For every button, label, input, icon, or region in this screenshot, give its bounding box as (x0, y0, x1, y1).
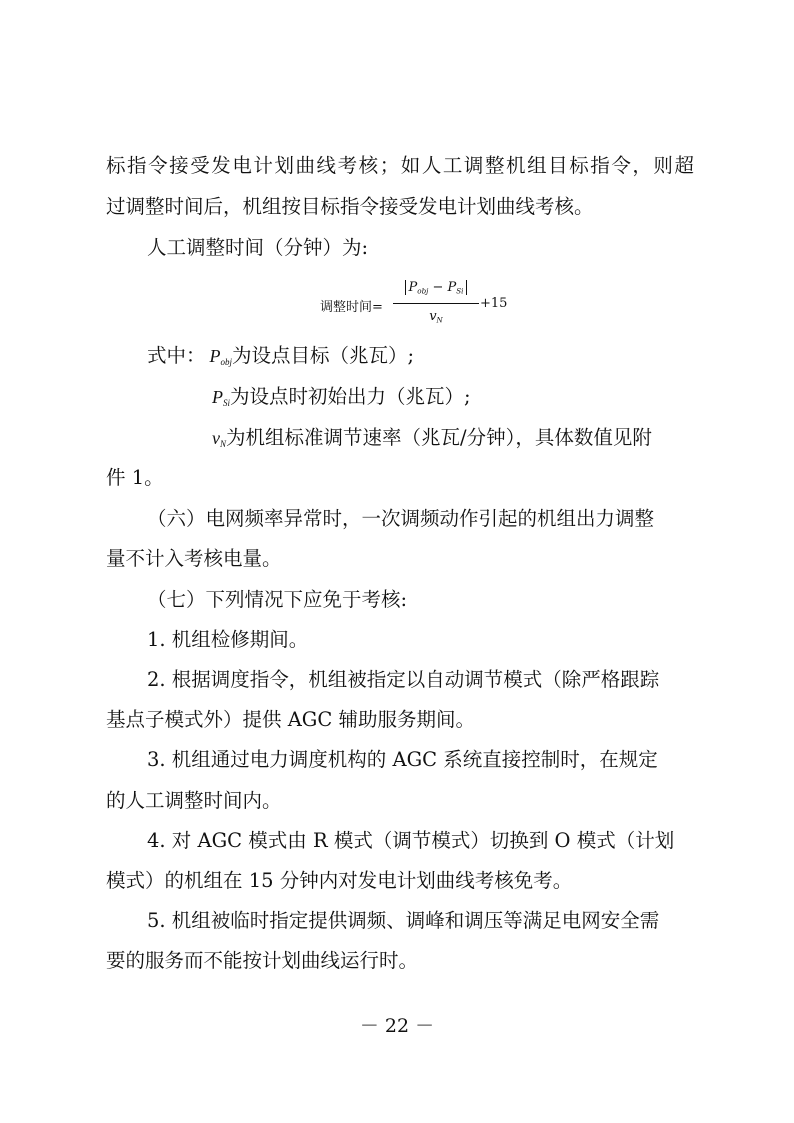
list-item: 5. 机组被临时指定提供调频、调峰和调压等满足电网安全需 (147, 909, 660, 932)
paragraph-line: 过调整时间后，机组按目标指令接受发电计划曲线考核。 (106, 195, 594, 218)
list-item: 1. 机组检修期间。 (147, 628, 309, 651)
variable-definition: 式中： $P_{obj}$为设点目标（兆瓦）; (147, 344, 415, 368)
paragraph-line: 件 1。 (106, 466, 164, 489)
fraction-bar (393, 303, 479, 304)
section-heading: （七）下列情况下应免于考核: (147, 588, 408, 611)
paragraph-line: 人工调整时间（分钟）为: (147, 236, 369, 259)
formula-numerator: $P_{obj} - P_{Si}$ (396, 280, 476, 296)
formula-constant: +15 (480, 296, 508, 311)
paragraph-line: 量不计入考核电量。 (106, 547, 282, 570)
list-item: 4. 对 AGC 模式由 R 模式（调节模式）切换到 O 模式（计划 (147, 829, 675, 852)
list-item: 3. 机组通过电力调度机构的 AGC 系统直接控制时，在规定 (147, 748, 658, 771)
adjust-time-formula (320, 278, 520, 332)
paragraph-line: 模式）的机组在 15 分钟内对发电计划曲线考核免考。 (106, 869, 573, 892)
paragraph-line: （六）电网频率异常时，一次调频动作引起的机组出力调整 (147, 507, 655, 530)
paragraph-line: 的人工调整时间内。 (106, 789, 282, 812)
variable-definition: $v_N$为机组标准调节速率（兆瓦/分钟），具体数值见附 (212, 426, 652, 450)
list-item: 2. 根据调度指令，机组被指定以自动调节模式（除严格跟踪 (147, 668, 660, 691)
paragraph-line: 基点子模式外）提供 AGC 辅助服务期间。 (106, 708, 475, 731)
formula-denominator: $v_N$ (429, 309, 443, 325)
page-number: － 22 － (359, 1015, 435, 1037)
paragraph-line: 要的服务而不能按计划曲线运行时。 (106, 949, 419, 972)
formula-lhs: 调整时间= (320, 300, 383, 315)
variable-definition: $P_{Si}$为设点时初始出力（兆瓦）; (212, 385, 471, 409)
paragraph-line: 标指令接受发电计划曲线考核；如人工调整机组目标指令，则超 (106, 154, 694, 177)
